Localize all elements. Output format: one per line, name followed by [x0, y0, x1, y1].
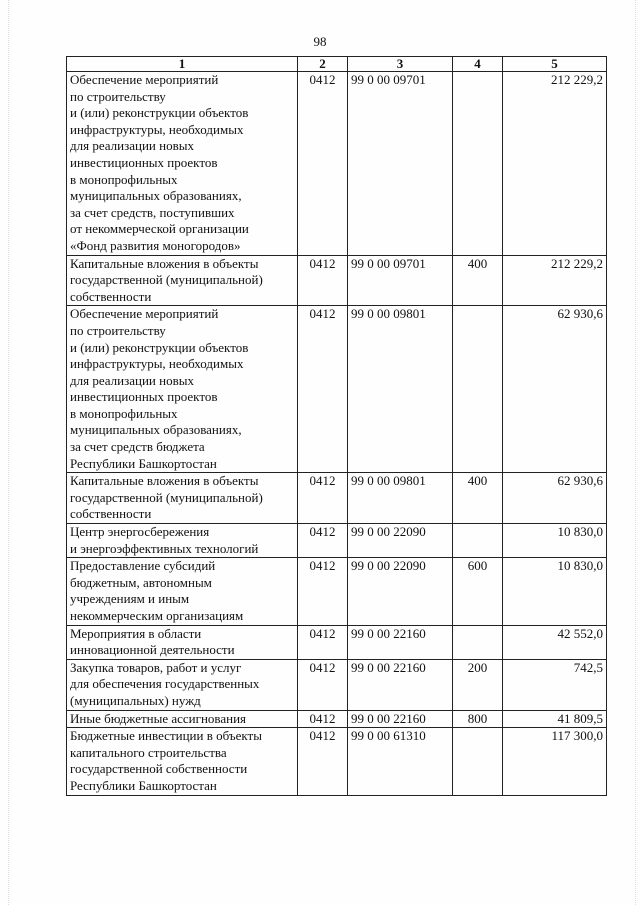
row-name-cell: Бюджетные инвестиции в объекты капитального строительства государственной собственности Республики Башкортостан — [67, 728, 298, 795]
row-section-cell: 0412 — [298, 473, 348, 524]
row-expense-cell: 200 — [453, 659, 503, 710]
column-header-5: 5 — [503, 57, 607, 72]
row-expense-cell — [453, 524, 503, 558]
row-amount-cell: 742,5 — [503, 659, 607, 710]
row-section-cell: 0412 — [298, 524, 348, 558]
column-header-3: 3 — [348, 57, 453, 72]
table-body — [67, 72, 607, 796]
row-name-cell: Мероприятия в области инновационной деятельности — [67, 625, 298, 659]
row-amount-cell: 62 930,6 — [503, 306, 607, 473]
row-expense-cell: 400 — [453, 255, 503, 306]
row-section-cell: 0412 — [298, 558, 348, 625]
row-target-cell: 99 0 00 09701 — [348, 72, 453, 256]
table-row — [67, 728, 607, 795]
row-name-cell: Капитальные вложения в объекты государственной (муниципальной) собственности — [67, 255, 298, 306]
table-row — [67, 306, 607, 473]
budget-table — [66, 56, 607, 796]
row-target-cell: 99 0 00 22090 — [348, 524, 453, 558]
header-row — [67, 57, 607, 72]
column-header-4: 4 — [453, 57, 503, 72]
row-amount-cell: 62 930,6 — [503, 473, 607, 524]
row-name-cell: Предоставление субсидий бюджетным, автономным учреждениям и иным некоммерческим организациям — [67, 558, 298, 625]
table-row — [67, 473, 607, 524]
row-target-cell: 99 0 00 22090 — [348, 558, 453, 625]
row-amount-cell: 212 229,2 — [503, 255, 607, 306]
row-expense-cell — [453, 306, 503, 473]
row-expense-cell — [453, 728, 503, 795]
row-target-cell: 99 0 00 22160 — [348, 659, 453, 710]
row-section-cell: 0412 — [298, 625, 348, 659]
row-name-cell: Капитальные вложения в объекты государственной (муниципальной) собственности — [67, 473, 298, 524]
row-target-cell: 99 0 00 61310 — [348, 728, 453, 795]
row-amount-cell: 10 830,0 — [503, 524, 607, 558]
row-name-cell: Центр энергосбережения и энергоэффективных технологий — [67, 524, 298, 558]
row-target-cell: 99 0 00 22160 — [348, 710, 453, 728]
row-target-cell: 99 0 00 09801 — [348, 473, 453, 524]
row-name-cell: Иные бюджетные ассигнования — [67, 710, 298, 728]
row-target-cell: 99 0 00 09701 — [348, 255, 453, 306]
row-target-cell: 99 0 00 22160 — [348, 625, 453, 659]
row-expense-cell — [453, 625, 503, 659]
row-name-cell: Обеспечение мероприятий по строительству и (или) реконструкции объектов инфраструктуры, необходимых для реализации новых инвестиционных проектов в монопрофильных муниципальных образованиях, за счет средств, поступивших от некоммерческой организации «Фонд развития моногородов» — [67, 72, 298, 256]
table-row — [67, 255, 607, 306]
column-header-2: 2 — [298, 57, 348, 72]
row-target-cell: 99 0 00 09801 — [348, 306, 453, 473]
row-amount-cell: 117 300,0 — [503, 728, 607, 795]
table-row — [67, 524, 607, 558]
row-name-cell: Закупка товаров, работ и услуг для обеспечения государственных (муниципальных) нужд — [67, 659, 298, 710]
row-section-cell: 0412 — [298, 72, 348, 256]
row-section-cell: 0412 — [298, 728, 348, 795]
row-amount-cell: 212 229,2 — [503, 72, 607, 256]
table-row — [67, 558, 607, 625]
row-expense-cell: 800 — [453, 710, 503, 728]
row-amount-cell: 42 552,0 — [503, 625, 607, 659]
row-section-cell: 0412 — [298, 255, 348, 306]
page-number: 98 — [313, 34, 327, 49]
table-row — [67, 625, 607, 659]
row-section-cell: 0412 — [298, 306, 348, 473]
row-name-cell: Обеспечение мероприятий по строительству и (или) реконструкции объектов инфраструктуры, необходимых для реализации новых инвестиционных проектов в монопрофильных муниципальных образованиях, за счет средств бюджета Республики Башкортостан — [67, 306, 298, 473]
row-section-cell: 0412 — [298, 659, 348, 710]
row-amount-cell: 41 809,5 — [503, 710, 607, 728]
table-row — [67, 659, 607, 710]
row-expense-cell: 600 — [453, 558, 503, 625]
table-row — [67, 72, 607, 256]
row-section-cell: 0412 — [298, 710, 348, 728]
table-row — [67, 710, 607, 728]
row-expense-cell — [453, 72, 503, 256]
column-header-1: 1 — [67, 57, 298, 72]
scan-edge-right — [635, 0, 636, 905]
row-expense-cell: 400 — [453, 473, 503, 524]
scan-edge-left — [8, 0, 9, 905]
row-amount-cell: 10 830,0 — [503, 558, 607, 625]
